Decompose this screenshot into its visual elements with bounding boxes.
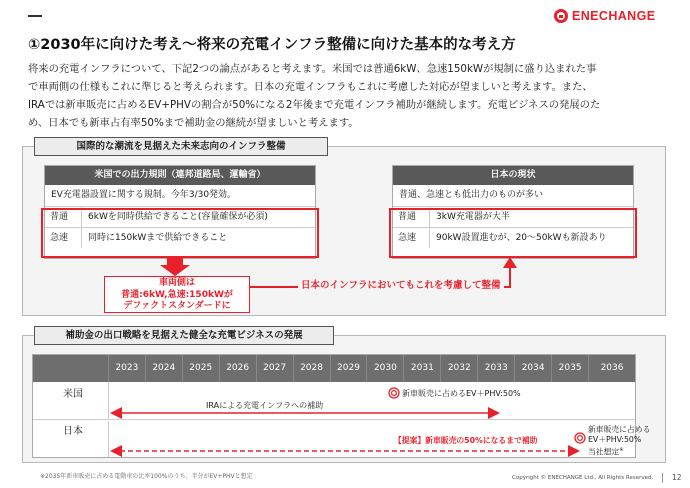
us-subsidy-text: IRAによる充電インフラへの補助 [206,401,324,410]
target-circle-icon [574,432,586,444]
page-title: ①2030年に向けた考え～将来の充電インフラ整備に向けた基本的な考え方 [28,37,516,53]
brand-logo [554,9,655,23]
intro-paragraph [28,60,668,132]
year-cell: 2030 [367,355,404,382]
jp-subsidy-span-arrow [110,445,580,457]
intro-line: IRAでは新車販売に占めるEV+PHVの割合が50%になる2年後まで充電インフラ補助が継続します。充電ビジネスの発展のた [28,99,601,111]
year-cell: 2025 [183,355,220,382]
page-number: 12 [672,473,682,482]
row-label-us: 米国 [33,382,109,420]
us-row-value: 同時に150kWまで供給できること [88,233,228,243]
jp-marker-line: 新車販売に占める [588,425,651,434]
year-cell: 2024 [146,355,183,382]
year-cell: 2023 [109,355,146,382]
year-cell: 2033 [478,355,515,382]
jp-marker-assumption: 当社想定 [588,447,620,457]
intro-line: で車両側の仕様もこれに準じると考えられます。日本の充電インフラもこれに考慮した対応が望ましいと考えます。また、 [28,81,593,93]
jp-row-value: 90kW設置進むが、20～50kWも新設あり [436,233,607,243]
section1-label: 国際的な潮流を見据えた未来志向のインフラ整備 [34,137,328,156]
year-cell: 2026 [220,355,257,382]
jp-marker-line: EV＋PHV:50% [588,435,642,444]
year-cell: 2028 [294,355,331,382]
timeline-corner [33,355,109,382]
us-highlight-frame [41,208,319,258]
us-row-key: 普通 [45,207,82,227]
year-cell: 2035 [552,355,589,382]
us-ev-share-marker: 新車販売に占めるEV＋PHV:50% [402,389,521,398]
year-cell: 2036 [589,355,635,382]
year-cell: 2032 [441,355,478,382]
row-label-jp: 日本 [33,421,109,457]
footnote: ※2035年新車販売に占める電動車の比率100%のうち、半分がEV+PHVと想定 [40,473,253,480]
year-cell: 2034 [515,355,552,382]
jp-row-value: 3kW充電器が大半 [436,212,510,222]
jp-marker-line [588,445,650,458]
timeline-year-header [33,355,635,382]
intro-line: め、日本でも新車占有率50%まで補助金の継続が望ましいと考えます。 [28,117,359,129]
jp-ev-share-marker [588,425,650,458]
callout-line: 普通:6kW,急速:150kWが [121,289,233,300]
jp-subsidy-proposal-text: 【提案】新車販売の50%になるまで補助 [394,436,538,445]
callout-line: 車両側は [158,278,195,288]
jp-box-description: 普通、急速とも低出力のものが多い [399,190,544,200]
intro-line: 将来の充電インフラについて、下記2つの論点があると考えます。米国では普通6kW、急速150kWが規制に盛り込まれた事 [28,63,597,75]
brand-name: ENECHANGE [572,9,656,23]
copyright: Copyright © ENECHANGE Ltd., All Rights Reserved. [512,475,654,481]
enechange-logo-icon [554,9,568,23]
target-circle-icon [388,387,400,399]
us-box-header: 米国での出力規則（連邦道路局、運輸省） [45,166,315,185]
year-cell: 2031 [404,355,441,382]
jp-row-key: 急速 [393,228,430,248]
us-row-key: 急速 [45,228,82,248]
jp-row-key: 普通 [393,207,430,227]
japan-infra-arrow-text: 日本のインフラにおいてもこれを考慮して整備 [298,277,504,291]
vehicle-standard-callout [104,276,250,313]
footnote-marker: ※ [619,447,624,453]
year-cell: 2029 [331,355,368,382]
section2-label: 補助金の出口戦略を見据えた健全な充電ビジネスの発展 [34,326,334,345]
page-separator [662,473,663,483]
us-box-description: EV充電器設置に関する規制。今年3/30発効。 [51,190,237,200]
down-arrow-icon [160,258,190,276]
year-cell: 2027 [257,355,294,382]
jp-highlight-frame [389,208,637,258]
header-rule [28,15,42,17]
us-row-value: 6kWを同時供給できること(容量確保が必須) [88,212,268,222]
jp-box-header: 日本の現状 [393,166,633,185]
callout-line: デファクトスタンダードに [123,301,231,311]
